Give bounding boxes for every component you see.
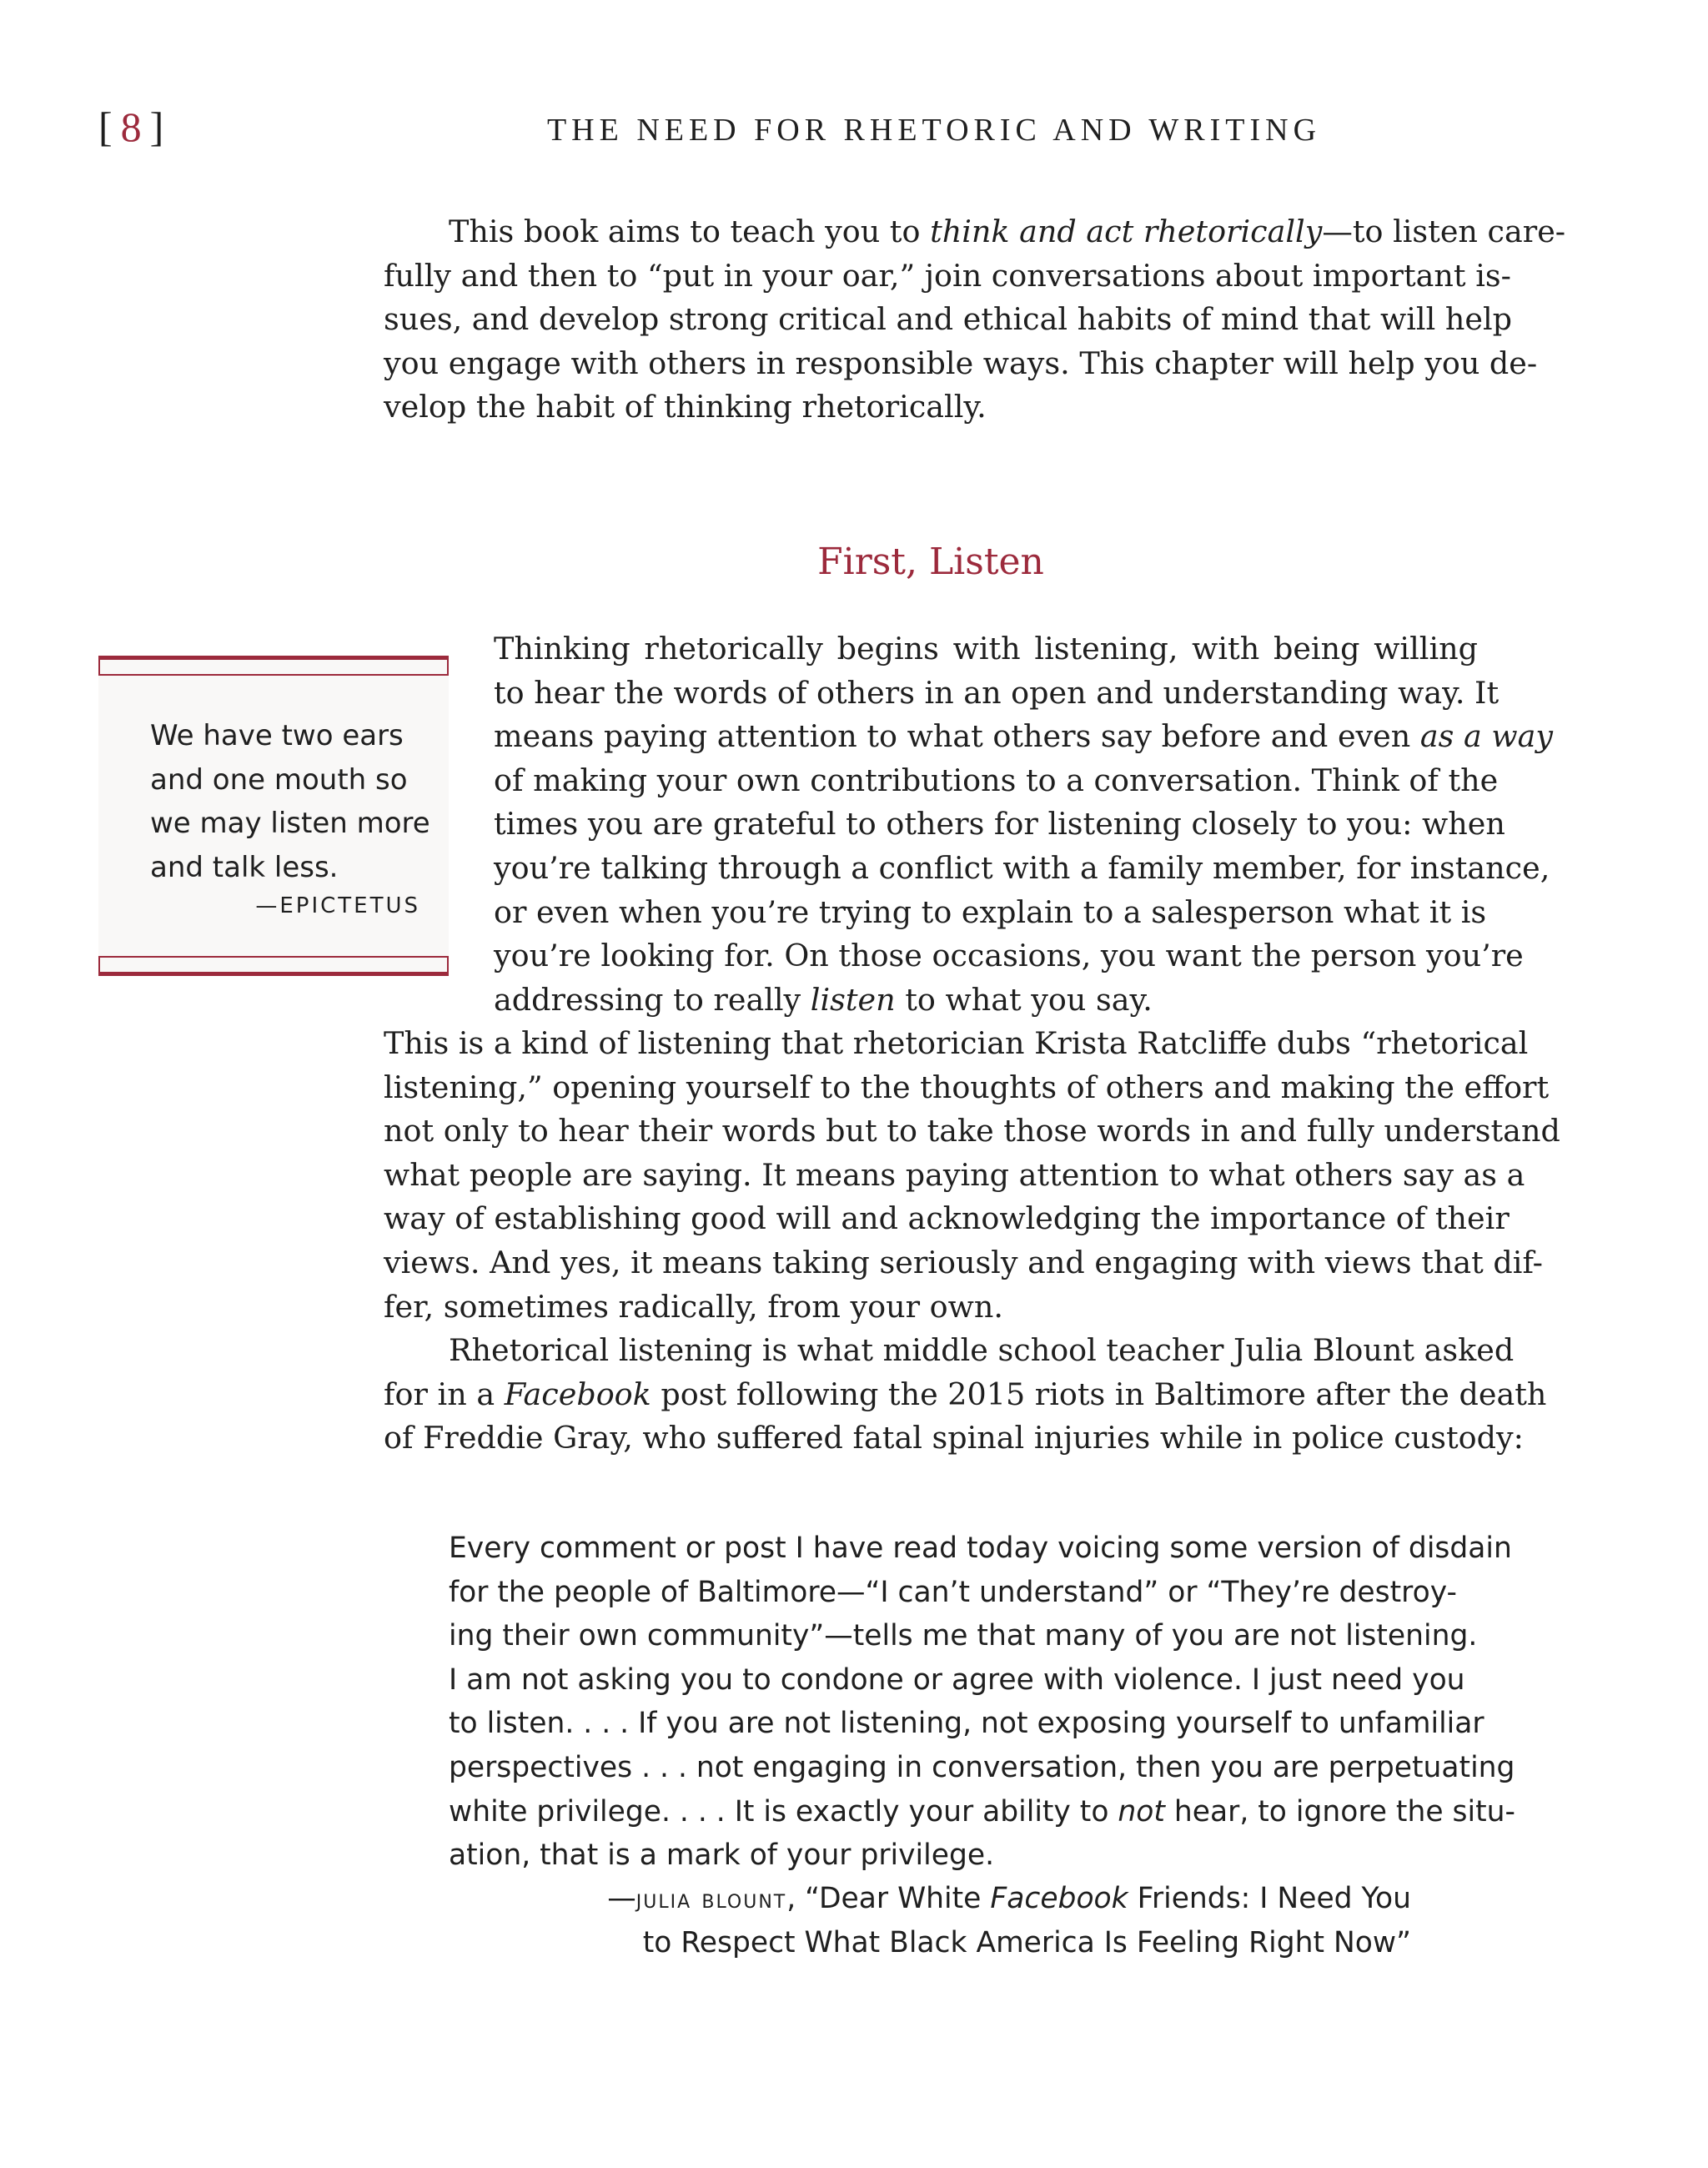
ratcliffe-line-7: fer, sometimes radically, from your own. <box>384 1288 1003 1325</box>
quote-attribution <box>607 1877 1411 1964</box>
listen-line-6: you’re talking through a conflict with a family member, for instance, <box>494 849 1550 886</box>
listen-paragraph <box>494 627 1553 1022</box>
quote-line-2: for the people of Baltimore—“I can’t understand” or “They’re destroy- <box>449 1575 1457 1609</box>
ratcliffe-line-1: This is a kind of listening that rhetorician Krista Ratcliffe dubs “rhetorical <box>384 1025 1529 1061</box>
attribution-emphasis: Facebook <box>990 1882 1128 1915</box>
quote-attribution-line-2: to Respect What Black America Is Feeling Right Now” <box>642 1925 1411 1959</box>
epigraph-line: we may listen more <box>150 807 430 841</box>
quote-line-1: Every comment or post I have read today voicing some version of disdain <box>449 1532 1512 1565</box>
epigraph-line: We have two ears <box>150 719 404 752</box>
listen-line-4: of making your own contributions to a conversation. Think of the <box>494 762 1499 798</box>
bracket-open: [ <box>98 103 113 150</box>
block-quote <box>449 1527 1515 1878</box>
ratcliffe-line-2: listening,” opening yourself to the thoughts of others and making the effort <box>384 1069 1550 1105</box>
quote-line-3: ing their own community”—tells me that many of you are not listening. <box>449 1619 1478 1653</box>
listen-line-9: addressing to really listen to what you say. <box>494 981 1153 1018</box>
listen-line-7: or even when you’re trying to explain to a salesperson what it is <box>494 893 1487 930</box>
running-title: THE NEED FOR RHETORIC AND WRITING <box>546 113 1322 148</box>
quote-line-4: I am not asking you to condone or agree with violence. I just need you <box>449 1662 1465 1697</box>
blount-line-1: Rhetorical listening is what middle school teacher Julia Blount asked <box>449 1332 1515 1368</box>
quote-line-8: ation, that is a mark of your privilege. <box>449 1839 995 1873</box>
section-heading: First, Listen <box>817 541 1044 583</box>
epigraph-line: and talk less. <box>150 850 339 884</box>
facebook-emphasis: Facebook <box>504 1376 651 1412</box>
quote-author: julia blount <box>635 1883 787 1914</box>
quote-line-7: white privilege. . . . It is exactly your ability to not hear, to ignore the situ- <box>449 1794 1515 1828</box>
blount-paragraph <box>384 1329 1547 1461</box>
listen-line-5: times you are grateful to others for listening closely to you: when <box>494 806 1505 843</box>
epigraph-line: and one mouth so <box>150 762 408 797</box>
intro-line-2: fully and then to “put in your oar,” join conversations about important is- <box>384 257 1511 294</box>
epigraph-box <box>98 656 449 976</box>
ratcliffe-line-6: views. And yes, it means taking seriously and engaging with views that dif- <box>384 1244 1544 1280</box>
blount-line-2: for in a Facebook post following the 2015 riots in Baltimore after the death <box>384 1376 1547 1412</box>
intro-emphasis: think and act rhetorically <box>930 214 1323 249</box>
quote-attribution-line-1: —julia blount, “Dear White Facebook Friends: I Need You <box>607 1882 1411 1915</box>
listen-emphasis-2: listen <box>810 981 896 1018</box>
listen-line-2: to hear the words of others in an open and understanding way. It <box>494 674 1500 711</box>
epigraph-bottom-rule <box>98 956 449 976</box>
epigraph-quote <box>150 714 430 889</box>
ratcliffe-paragraph <box>384 1022 1560 1329</box>
page-number <box>98 102 163 152</box>
bracket-close: ] <box>149 103 164 150</box>
ratcliffe-line-5: way of establishing good will and acknowledging the importance of their <box>384 1200 1510 1237</box>
ratcliffe-line-3: not only to hear their words but to take those words in and fully understand <box>384 1113 1560 1149</box>
intro-line-3: sues, and develop strong critical and ethical habits of mind that will help <box>384 301 1513 338</box>
page-number-value: 8 <box>120 103 142 150</box>
listen-line-3: means paying attention to what others say before and even as a way <box>494 718 1553 755</box>
ratcliffe-line-4: what people are saying. It means paying attention to what others say as a <box>384 1156 1525 1193</box>
listen-line-8: you’re looking for. On those occasions, you want the person you’re <box>494 938 1524 974</box>
epigraph-top-rule <box>98 656 449 676</box>
listen-line-1: Thinking rhetorically begins with listening, with being willing <box>494 631 1478 666</box>
blount-line-3: of Freddie Gray, who suffered fatal spinal injuries while in police custody: <box>384 1420 1524 1456</box>
listen-emphasis: as a way <box>1419 718 1553 755</box>
epigraph-attribution: —EPICTETUS <box>255 893 420 918</box>
quote-emphasis: not <box>1118 1794 1165 1828</box>
intro-paragraph <box>384 210 1566 430</box>
intro-line-5: velop the habit of thinking rhetorically. <box>384 389 987 425</box>
quote-line-6: perspectives . . . not engaging in conversation, then you are perpetuating <box>449 1750 1515 1784</box>
intro-line-1: This book aims to teach you to think and act rhetorically—to listen care- <box>449 214 1566 249</box>
quote-line-5: to listen. . . . If you are not listening, not exposing yourself to unfamiliar <box>449 1707 1484 1741</box>
intro-line-4: you engage with others in responsible ways. This chapter will help you de- <box>384 345 1538 381</box>
